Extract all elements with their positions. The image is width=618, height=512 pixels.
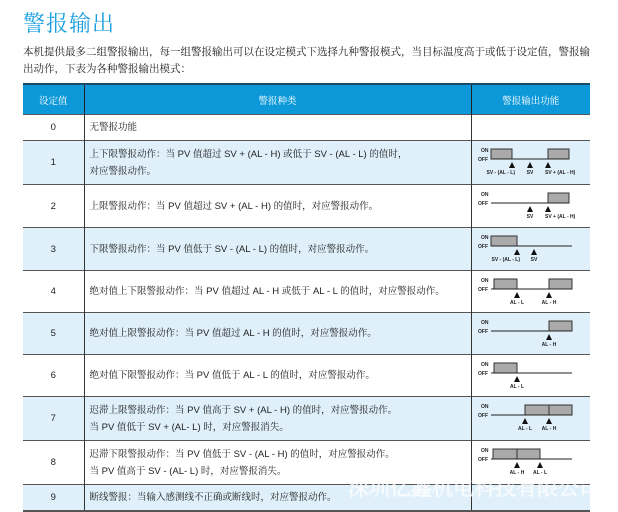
alarm-description [84,355,471,397]
marker-arrow-icon [546,418,552,424]
off-label: OFF [477,413,488,419]
description-line: 绝对值上下限警报动作：当 PV 值超过 AL - H 或低于 AL - L 的值时，对应警报动作。 [89,286,445,297]
marker-arrow-icon [527,206,533,212]
header-setting-value: 设定值 [23,84,84,115]
marker-label: SV [526,214,533,220]
on-label: ON [480,148,488,154]
marker-label: AL - H [541,426,556,432]
off-label: OFF [477,457,488,463]
on-label: ON [480,404,488,410]
header-alarm-type: 警报种类 [84,84,471,115]
on-label: ON [480,192,488,198]
output-timing-diagram [472,355,591,396]
description-line: 上限警报动作：当 PV 值超过 SV + (AL - H) 的值时，对应警报动作。 [89,200,379,212]
alarm-description [84,228,471,271]
on-state-block [517,449,540,459]
output-diagram-cell [471,115,590,141]
marker-label: SV - (AL - L) [485,170,515,176]
table-row [23,397,590,441]
description-line: 对应警报动作。 [89,165,157,177]
setting-value: 5 [23,313,84,355]
on-state-block [525,405,549,415]
output-timing-diagram [472,271,591,312]
marker-label: SV + (AL - H) [544,170,575,176]
marker-label: AL - H [541,300,556,306]
on-state-block [494,279,517,289]
marker-label: AL - L [517,426,532,432]
alarm-mode-table [23,83,590,512]
alarm-description [84,115,471,141]
setting-value: 3 [23,228,84,271]
on-state-block [491,149,512,159]
setting-value: 9 [23,485,84,511]
setting-value: 1 [23,141,84,185]
on-state-block [549,321,572,331]
alarm-description [84,397,471,441]
on-label: ON [480,448,488,454]
setting-value: 6 [23,355,84,397]
alarm-description [84,185,471,228]
marker-arrow-icon [531,249,537,255]
description-line: 当 PV 值高于 SV - (AL- L) 时，对应警报消失。 [89,465,287,477]
marker-arrow-icon [545,206,551,212]
output-timing-diagram [472,397,591,440]
description-line: 绝对值上限警报动作：当 PV 值超过 AL - H 的值时，对应警报动作。 [89,328,377,339]
marker-arrow-icon [537,462,543,468]
description-line: 绝对值下限警报动作：当 PV 值低于 AL - L 的值时，对应警报动作。 [89,370,375,381]
marker-label: AL - H [509,470,524,476]
table-row [23,141,590,185]
marker-label: AL - L [532,470,547,476]
on-state-block [548,149,569,159]
intro-text: 本机提供最多二组警报输出，每一组警报输出可以在设定模式下选择九种警报模式，当目标温度高于或低于设定值，警报输出动作，下表为各种警报输出模式： [23,46,590,75]
on-label: ON [480,320,488,326]
setting-value: 8 [23,441,84,485]
on-label: ON [480,362,488,368]
table-row [23,228,590,271]
output-diagram-cell [471,313,590,355]
page-title: 警报输出 [23,11,116,36]
marker-arrow-icon [522,418,528,424]
output-timing-diagram [472,185,591,227]
output-timing-diagram [472,141,591,184]
off-label: OFF [477,201,488,207]
table-row [23,355,590,397]
watermark: 深圳亿鑫机电科技有限公司 [348,477,600,500]
header-output-function: 警报输出功能 [471,84,590,115]
table-header [23,84,590,115]
marker-label: SV [526,170,533,176]
marker-label: SV + (AL - H) [544,214,575,220]
marker-arrow-icon [514,292,520,298]
table-row [23,185,590,228]
alarm-description [84,141,471,185]
on-state-block [493,449,517,459]
on-state-block [549,279,572,289]
alarm-description [84,313,471,355]
on-state-block [491,236,517,246]
table-row [23,313,590,355]
marker-arrow-icon [509,162,515,168]
output-diagram-cell [471,397,590,441]
marker-arrow-icon [546,334,552,340]
description-line: 上下限警报动作：当 PV 值超过 SV + (AL - H) 或低于 SV - (AL - L) 的值时， [89,148,408,160]
marker-label: SV [530,257,537,263]
marker-arrow-icon [514,249,520,255]
description-line: 下限警报动作：当 PV 值低于 SV - (AL - L) 的值时，对应警报动作。 [89,243,375,255]
setting-value: 4 [23,271,84,313]
setting-value: 0 [23,115,84,141]
description-line: 断线警报：当输入感测线不正确或断线时，对应警报动作。 [89,491,337,503]
marker-label: SV - (AL - L) [490,257,520,263]
table-row [23,271,590,313]
marker-label: AL - H [541,342,556,348]
table-row [23,115,590,141]
marker-label: AL - L [509,300,524,306]
output-diagram-cell [471,271,590,313]
alarm-description [84,271,471,313]
off-label: OFF [477,244,488,250]
on-state-block [548,193,569,203]
description-line: 当 PV 值低于 SV + (AL- L) 时，对应警报消失。 [89,421,289,433]
output-diagram-cell [471,355,590,397]
marker-label: AL - L [509,384,524,390]
marker-arrow-icon [527,162,533,168]
output-timing-diagram [472,228,591,270]
marker-arrow-icon [546,292,552,298]
marker-arrow-icon [514,376,520,382]
setting-value: 2 [23,185,84,228]
on-label: ON [480,278,488,284]
off-label: OFF [477,371,488,377]
output-diagram-cell [471,141,590,185]
description-line: 迟滞下限警报动作：当 PV 值低于 SV - (AL - H) 的值时，对应警报动作。 [89,448,395,460]
on-state-block [549,405,572,415]
on-label: ON [480,235,488,241]
output-timing-diagram [472,313,591,354]
output-diagram-cell [471,185,590,228]
off-label: OFF [477,287,488,293]
output-diagram-cell [471,228,590,271]
off-label: OFF [477,329,488,335]
marker-arrow-icon [514,462,520,468]
setting-value: 7 [23,397,84,441]
description-line: 无警报功能 [89,122,138,133]
on-state-block [494,363,517,373]
description-line: 迟滞上限警报动作：当 PV 值高于 SV + (AL - H) 的值时，对应警报动作。 [89,404,398,416]
off-label: OFF [477,157,488,163]
marker-arrow-icon [545,162,551,168]
